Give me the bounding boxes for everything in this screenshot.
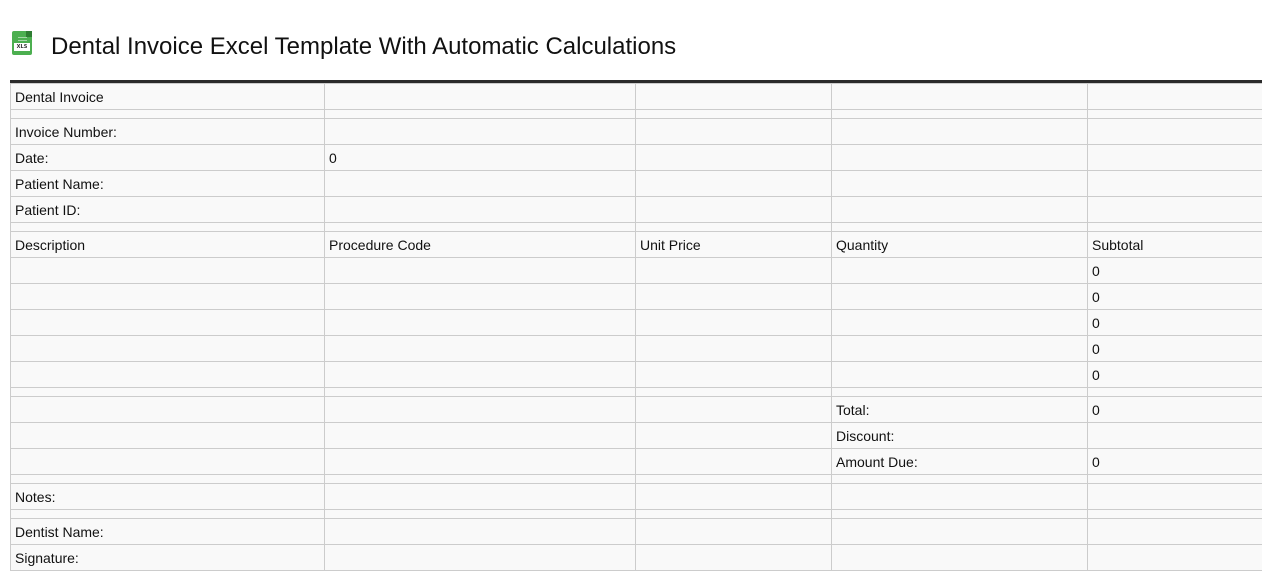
table-row [11, 310, 1262, 336]
sheet-cell[interactable] [832, 171, 1088, 197]
sheet-cell[interactable]: 0 [1088, 310, 1262, 336]
sheet-cell[interactable] [11, 336, 325, 362]
table-row [11, 84, 1262, 110]
spacer-cell[interactable] [832, 223, 1088, 232]
sheet-cell[interactable]: 0 [1088, 449, 1262, 475]
table-row [11, 336, 1262, 362]
sheet-cell[interactable] [1088, 145, 1262, 171]
table-row [11, 145, 1262, 171]
spacer-cell[interactable] [1088, 475, 1262, 484]
spacer-cell[interactable] [325, 110, 636, 119]
spacer-cell[interactable] [636, 510, 832, 519]
sheet-cell[interactable]: 0 [325, 145, 636, 171]
sheet-cell[interactable] [832, 336, 1088, 362]
table-row [11, 119, 1262, 145]
sheet-cell[interactable] [636, 545, 832, 571]
spacer-cell[interactable] [832, 388, 1088, 397]
sheet-cell[interactable] [325, 197, 636, 223]
sheet-cell[interactable] [636, 258, 832, 284]
sheet-cell[interactable] [832, 119, 1088, 145]
sheet-cell[interactable] [832, 258, 1088, 284]
sheet-cell[interactable] [325, 171, 636, 197]
sheet-cell[interactable] [636, 310, 832, 336]
sheet-cell[interactable] [1088, 171, 1262, 197]
invoice-table [10, 83, 1262, 571]
spacer-row [11, 223, 1262, 232]
spacer-cell[interactable] [636, 223, 832, 232]
sheet-cell[interactable]: Unit Price [636, 232, 832, 258]
sheet-cell[interactable] [636, 484, 832, 510]
sheet-cell[interactable]: Subtotal [1088, 232, 1262, 258]
table-row [11, 545, 1262, 571]
sheet-cell[interactable] [11, 284, 325, 310]
table-row [11, 171, 1262, 197]
spacer-cell[interactable] [832, 475, 1088, 484]
spacer-row [11, 110, 1262, 119]
spacer-cell[interactable] [325, 475, 636, 484]
table-row [11, 232, 1262, 258]
spacer-cell[interactable] [832, 510, 1088, 519]
sheet-cell[interactable]: Patient ID: [11, 197, 325, 223]
table-row [11, 449, 1262, 475]
sheet-cell[interactable] [325, 258, 636, 284]
spacer-cell[interactable] [832, 110, 1088, 119]
sheet-cell[interactable]: 0 [1088, 284, 1262, 310]
sheet-cell[interactable] [636, 171, 832, 197]
spacer-cell[interactable] [1088, 388, 1262, 397]
sheet-cell[interactable] [325, 397, 636, 423]
sheet-cell[interactable] [636, 84, 832, 110]
sheet-cell[interactable] [11, 397, 325, 423]
sheet-cell[interactable] [11, 310, 325, 336]
sheet-cell[interactable] [1088, 423, 1262, 449]
sheet-cell[interactable] [832, 197, 1088, 223]
spacer-cell[interactable] [1088, 510, 1262, 519]
sheet-cell[interactable]: Discount: [832, 423, 1088, 449]
sheet-cell[interactable] [832, 84, 1088, 110]
spacer-cell[interactable] [325, 223, 636, 232]
sheet-cell[interactable] [325, 362, 636, 388]
sheet-cell[interactable] [1088, 84, 1262, 110]
sheet-cell[interactable]: Date: [11, 145, 325, 171]
spacer-cell[interactable] [11, 475, 325, 484]
sheet-cell[interactable] [636, 397, 832, 423]
sheet-cell[interactable] [325, 310, 636, 336]
invoice-sheet [10, 80, 1262, 571]
spacer-cell[interactable] [1088, 110, 1262, 119]
sheet-cell[interactable] [1088, 545, 1262, 571]
table-row [11, 197, 1262, 223]
page-header [12, 28, 676, 66]
sheet-cell[interactable]: Amount Due: [832, 449, 1088, 475]
table-row [11, 362, 1262, 388]
sheet-cell[interactable]: 0 [1088, 397, 1262, 423]
sheet-cell[interactable]: Procedure Code [325, 232, 636, 258]
sheet-cell[interactable] [1088, 519, 1262, 545]
sheet-cell[interactable] [636, 145, 832, 171]
sheet-cell[interactable] [832, 519, 1088, 545]
sheet-cell[interactable] [325, 545, 636, 571]
spacer-cell[interactable] [325, 510, 636, 519]
sheet-cell[interactable]: 0 [1088, 336, 1262, 362]
spacer-cell[interactable] [11, 510, 325, 519]
sheet-cell[interactable]: Dentist Name: [11, 519, 325, 545]
sheet-cell[interactable]: Dental Invoice [11, 84, 325, 110]
sheet-cell[interactable] [636, 449, 832, 475]
sheet-cell[interactable] [1088, 119, 1262, 145]
sheet-cell[interactable] [325, 84, 636, 110]
sheet-cell[interactable] [1088, 484, 1262, 510]
xls-file-icon: XLS [12, 31, 32, 55]
spacer-row [11, 388, 1262, 397]
sheet-cell[interactable] [11, 362, 325, 388]
sheet-cell[interactable] [325, 519, 636, 545]
sheet-cell[interactable]: Invoice Number: [11, 119, 325, 145]
sheet-cell[interactable]: Quantity [832, 232, 1088, 258]
page-title: Dental Invoice Excel Template With Automatic Calculations [51, 33, 677, 60]
sheet-cell[interactable] [832, 310, 1088, 336]
sheet-cell[interactable] [325, 449, 636, 475]
sheet-cell[interactable] [11, 449, 325, 475]
table-row [11, 423, 1262, 449]
sheet-cell[interactable] [636, 519, 832, 545]
spacer-cell[interactable] [636, 388, 832, 397]
sheet-cell[interactable]: Description [11, 232, 325, 258]
spacer-cell[interactable] [636, 110, 832, 119]
sheet-cell[interactable] [325, 119, 636, 145]
sheet-cell[interactable] [636, 197, 832, 223]
sheet-cell[interactable] [832, 284, 1088, 310]
sheet-cell[interactable] [325, 423, 636, 449]
sheet-cell[interactable] [11, 423, 325, 449]
sheet-cell[interactable] [636, 284, 832, 310]
sheet-cell[interactable]: 0 [1088, 258, 1262, 284]
spacer-cell[interactable] [11, 388, 325, 397]
spacer-cell[interactable] [1088, 223, 1262, 232]
sheet-cell[interactable] [325, 284, 636, 310]
sheet-cell[interactable] [832, 545, 1088, 571]
sheet-cell[interactable]: Total: [832, 397, 1088, 423]
sheet-cell[interactable] [832, 484, 1088, 510]
sheet-cell[interactable] [325, 484, 636, 510]
sheet-cell[interactable] [636, 119, 832, 145]
spacer-cell[interactable] [11, 110, 325, 119]
sheet-cell[interactable] [832, 362, 1088, 388]
sheet-cell[interactable]: Notes: [11, 484, 325, 510]
sheet-cell[interactable] [1088, 197, 1262, 223]
sheet-cell[interactable]: Signature: [11, 545, 325, 571]
table-row [11, 284, 1262, 310]
sheet-cell[interactable] [636, 336, 832, 362]
spacer-cell[interactable] [636, 475, 832, 484]
table-row [11, 519, 1262, 545]
spacer-row [11, 510, 1262, 519]
sheet-cell[interactable]: 0 [1088, 362, 1262, 388]
spacer-row [11, 475, 1262, 484]
sheet-cell[interactable] [636, 362, 832, 388]
table-row [11, 258, 1262, 284]
spacer-cell[interactable] [11, 223, 325, 232]
sheet-cell[interactable] [11, 258, 325, 284]
sheet-cell[interactable] [325, 336, 636, 362]
table-row [11, 397, 1262, 423]
sheet-cell[interactable] [832, 145, 1088, 171]
spacer-cell[interactable] [325, 388, 636, 397]
sheet-cell[interactable]: Patient Name: [11, 171, 325, 197]
sheet-cell[interactable] [636, 423, 832, 449]
table-row [11, 484, 1262, 510]
